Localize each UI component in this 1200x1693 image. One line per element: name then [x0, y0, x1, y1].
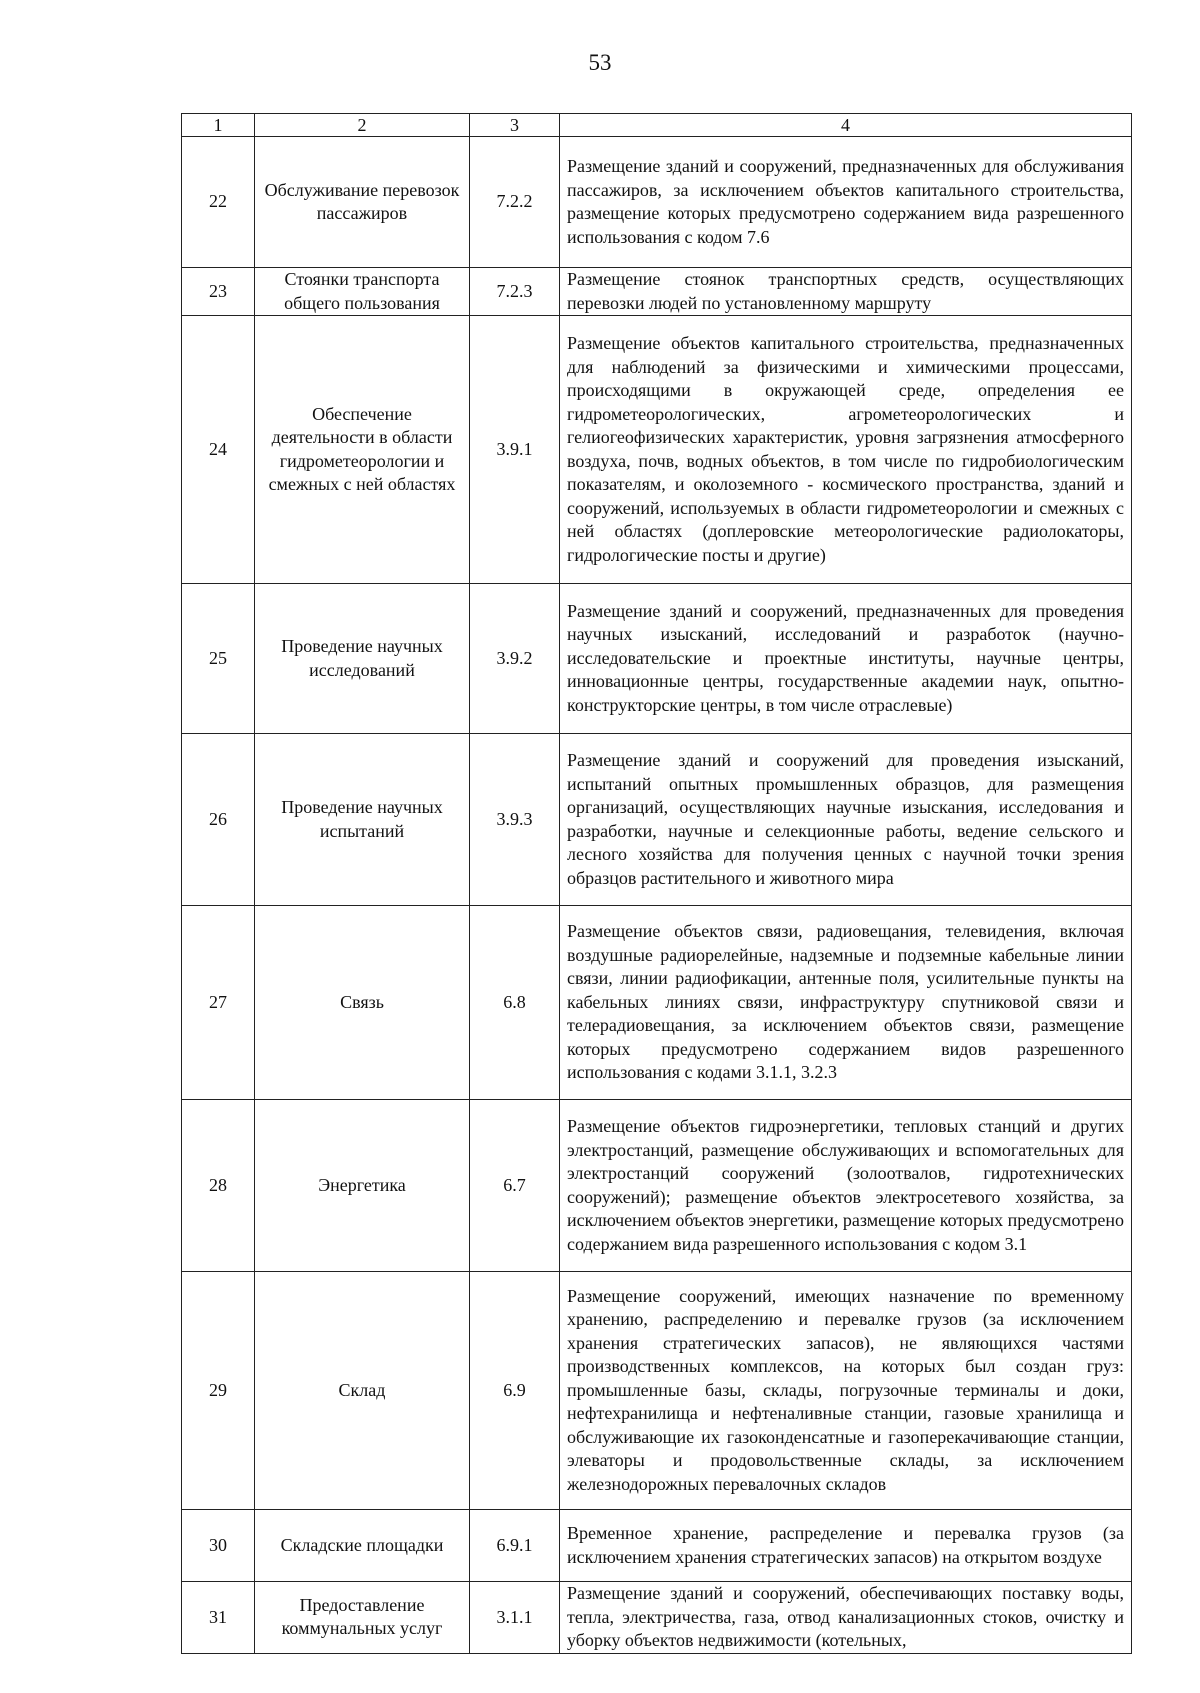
use-type-code: 6.9.1	[470, 1510, 560, 1582]
use-type-description: Размещение зданий и сооружений, обеспечивающих поставку воды, тепла, электричества, газа, отвод канализационных стоков, очистку и уборку объектов недвижимости (котельных,	[560, 1582, 1132, 1654]
column-header-1: 1	[182, 114, 255, 137]
page-number: 53	[588, 50, 612, 75]
use-type-name: Стоянки транспорта общего пользования	[255, 268, 470, 316]
table-header-row	[182, 114, 1132, 137]
use-type-description: Размещение объектов капитального строительства, предназначенных для наблюдений за физическими и химическими процессами, происходящими в окружающей среде, определения ее гидрометеорологических, агрометеорологических и гелиогеофизических характеристик, уровня загрязнения атмосферного воздуха, почв, водных объектов, в том числе по гидробиологическим показателям, и околоземного - космического пространства, зданий и сооружений, используемых в области гидрометеорологии и смежных с ней областях (доплеровские метеорологические радиолокаторы, гидрологические посты и другие)	[560, 316, 1132, 584]
table-row	[182, 1582, 1132, 1654]
row-number: 23	[182, 268, 255, 316]
use-type-code: 3.9.3	[470, 734, 560, 906]
row-number: 30	[182, 1510, 255, 1582]
table-row	[182, 1272, 1132, 1510]
use-type-code: 3.1.1	[470, 1582, 560, 1654]
use-type-name: Обеспечение деятельности в области гидрометеорологии и смежных с ней областях	[255, 316, 470, 584]
use-type-description: Размещение зданий и сооружений для проведения изысканий, испытаний опытных промышленных образцов, для размещения организаций, осуществляющих научные изыскания, исследования и разработки, научные и селекционные работы, ведение сельского и лесного хозяйства для получения ценных с научной точки зрения образцов растительного и животного мира	[560, 734, 1132, 906]
use-type-name: Проведение научных исследований	[255, 584, 470, 734]
use-type-code: 6.9	[470, 1272, 560, 1510]
use-type-description: Размещение зданий и сооружений, предназначенных для обслуживания пассажиров, за исключением объектов капитального строительства, размещение которых предусмотрено содержанием вида разрешенного использования с кодом 7.6	[560, 137, 1132, 268]
column-header-2: 2	[255, 114, 470, 137]
use-type-description: Размещение сооружений, имеющих назначение по временному хранению, распределению и перевалке грузов (за исключением хранения стратегических запасов), не являющихся частями производственных комплексов, на которых был создан груз: промышленные базы, склады, погрузочные терминалы и доки, нефтехранилища и нефтеналивные станции, газовые хранилища и обслуживающие их газоконденсатные и газоперекачивающие станции, элеваторы и продовольственные склады, за исключением железнодорожных перевалочных складов	[560, 1272, 1132, 1510]
land-use-table	[181, 113, 1132, 1654]
use-type-name: Энергетика	[255, 1100, 470, 1272]
table-row	[182, 906, 1132, 1100]
table-row	[182, 1510, 1132, 1582]
use-type-name: Предоставление коммунальных услуг	[255, 1582, 470, 1654]
table-row	[182, 137, 1132, 268]
row-number: 22	[182, 137, 255, 268]
use-type-name: Складские площадки	[255, 1510, 470, 1582]
row-number: 25	[182, 584, 255, 734]
row-number: 28	[182, 1100, 255, 1272]
use-type-code: 6.8	[470, 906, 560, 1100]
use-type-code: 3.9.1	[470, 316, 560, 584]
use-type-description: Размещение зданий и сооружений, предназначенных для проведения научных изысканий, исследований и разработок (научно-исследовательские и проектные институты, научные центры, инновационные центры, государственные академии наук, опытно-конструкторские центры, в том числе отраслевые)	[560, 584, 1132, 734]
row-number: 27	[182, 906, 255, 1100]
use-type-code: 7.2.3	[470, 268, 560, 316]
use-type-name: Обслуживание перевозок пассажиров	[255, 137, 470, 268]
use-type-description: Размещение объектов связи, радиовещания, телевидения, включая воздушные радиорелейные, надземные и подземные кабельные линии связи, линии радиофикации, антенные поля, усилительные пункты на кабельных линиях связи, инфраструктуру спутниковой связи и телерадиовещания, за исключением объектов связи, размещение которых предусмотрено содержанием видов разрешенного использования с кодами 3.1.1, 3.2.3	[560, 906, 1132, 1100]
use-type-name: Проведение научных испытаний	[255, 734, 470, 906]
row-number: 26	[182, 734, 255, 906]
use-type-code: 7.2.2	[470, 137, 560, 268]
table-row	[182, 1100, 1132, 1272]
use-type-code: 6.7	[470, 1100, 560, 1272]
use-type-name: Связь	[255, 906, 470, 1100]
table-row	[182, 734, 1132, 906]
use-type-code: 3.9.2	[470, 584, 560, 734]
use-type-description: Временное хранение, распределение и перевалка грузов (за исключением хранения стратегических запасов) на открытом воздухе	[560, 1510, 1132, 1582]
row-number: 31	[182, 1582, 255, 1654]
row-number: 24	[182, 316, 255, 584]
use-type-description: Размещение стоянок транспортных средств, осуществляющих перевозки людей по установленному маршруту	[560, 268, 1132, 316]
column-header-3: 3	[470, 114, 560, 137]
use-type-name: Склад	[255, 1272, 470, 1510]
table-row	[182, 268, 1132, 316]
table-row	[182, 316, 1132, 584]
column-header-4: 4	[560, 114, 1132, 137]
use-type-description: Размещение объектов гидроэнергетики, тепловых станций и других электростанций, размещение обслуживающих и вспомогательных для электростанций сооружений (золоотвалов, гидротехнических сооружений); размещение объектов электросетевого хозяйства, за исключением объектов энергетики, размещение которых предусмотрено содержанием вида разрешенного использования с кодом 3.1	[560, 1100, 1132, 1272]
table-row	[182, 584, 1132, 734]
row-number: 29	[182, 1272, 255, 1510]
